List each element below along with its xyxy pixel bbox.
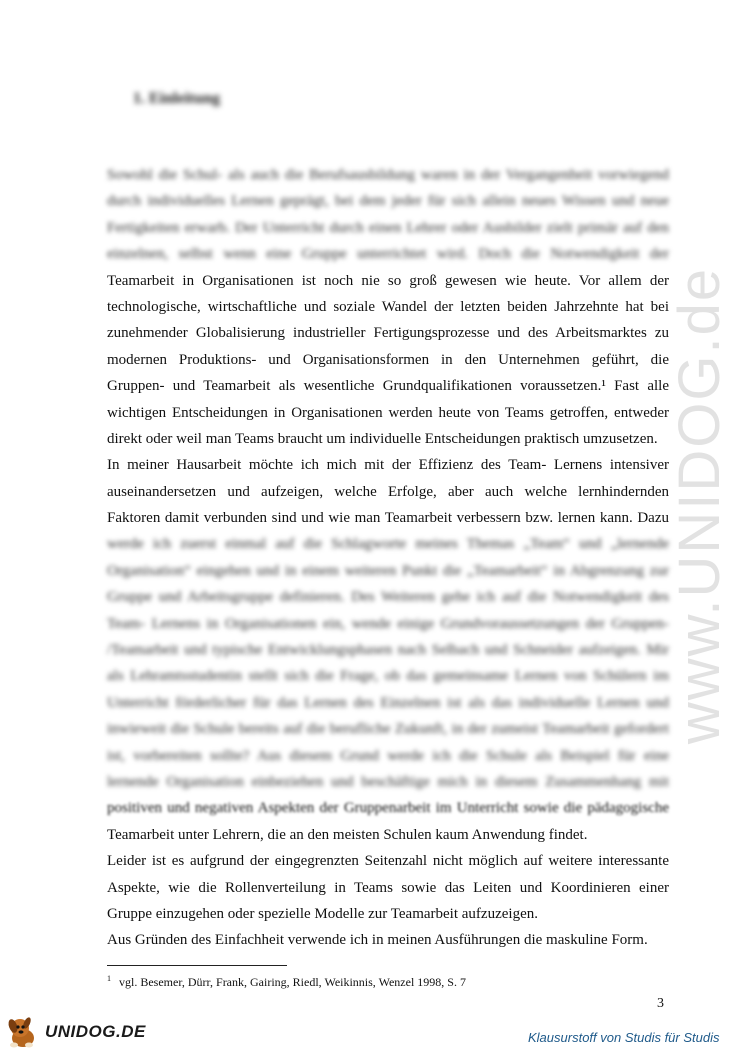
text-line: Aspekte, wie die Rollenverteilung in Teams sowie das Leiten und Koordinieren einer — [107, 879, 669, 896]
document-body — [107, 162, 669, 954]
text-line: Leider ist es aufgrund der eingegrenzten Seitenzahl nicht möglich auf weitere interessante — [107, 853, 669, 870]
text-line: Gruppe einzugehen oder spezielle Modelle zur Teamarbeit aufzuzeigen. — [107, 905, 538, 922]
text-line: Sowohl die Schul- als auch die Berufsausbildung waren in der Vergangenheit vorwiegend — [107, 167, 669, 183]
text-line: Team- Lernens in Organisationen ein, wende einige Grundvoraussetzungen der Gruppen- — [107, 615, 669, 632]
text-line: /Teamarbeit und typische Entwicklungsphasen nach Selbach und Schneider aufzeigen. Mir — [107, 642, 669, 659]
watermark-text: www.UNIDOG.de — [667, 266, 733, 744]
text-line: Faktoren damit verbunden sind und wie man Teamarbeit verbessern bzw. lernen kann. Dazu — [107, 510, 669, 527]
text-line: einzelnen, selbst wenn eine Gruppe unterrichtet wird. Doch die Notwendigkeit der — [107, 246, 669, 263]
footnote-marker: 1 — [107, 974, 111, 983]
text-line: ist, vorbereiten sollte? Aus diesem Grund werde ich die Schule als Beispiel für eine — [107, 747, 669, 764]
unidog-logo[interactable] — [5, 1012, 155, 1052]
text-line: In meiner Hausarbeit möchte ich mich mit der Effizienz des Team- Lernens intensiver — [107, 457, 669, 474]
text-line: Aus Gründen des Einfachheit verwende ich in meinen Ausführungen die maskuline Form. — [107, 932, 648, 949]
footnote-text: vgl. Besemer, Dürr, Frank, Gairing, Riedl, Weikinnis, Wenzel 1998, S. 7 — [119, 975, 466, 989]
text-line: Gruppen- und Teamarbeit als wesentliche Grundqualifikationen voraussetzen.¹ Fast alle — [107, 378, 669, 395]
dog-mascot-icon — [5, 1014, 41, 1050]
text-line: Teamarbeit unter Lehrern, die an den meisten Schulen kaum Anwendung findet. — [107, 826, 588, 843]
text-line: positiven und negativen Aspekten der Gruppenarbeit im Unterricht sowie die pädagogische — [107, 800, 669, 817]
text-line: inwieweit die Schule bereits auf die berufliche Zukunft, in der zumeist Teamarbeit gefordert — [107, 721, 669, 738]
text-line: als Lehramtsstudentin stellt sich die Frage, ob das gemeinsame Lernen von Schülern im — [107, 668, 669, 685]
text-line: lernende Organisation einbeziehen und beschäftige mich in diesem Zusammenhang mit — [107, 773, 669, 790]
logo-text: UNIDOG.DE — [45, 1022, 146, 1041]
text-line: Gruppe und Arbeitsgruppe definieren. Des Weiteren gehe ich auf die Notwendigkeit des — [107, 589, 669, 606]
page-number: 3 — [657, 996, 664, 1011]
text-line: durch individuelles Lernen geprägt, bei dem jeder für sich allein neues Wissen und neue — [107, 193, 669, 210]
footnote — [107, 974, 466, 990]
text-line: wichtigen Entscheidungen in Organisationen werden heute von Teams getroffen, entweder — [107, 404, 669, 421]
text-line: Fertigkeiten erwarb. Der Unterricht durch einen Lehrer oder Ausbilder zielt primär auf den — [107, 219, 669, 236]
paragraph-3 — [107, 848, 669, 927]
text-line: Teamarbeit in Organisationen ist noch nie so groß gewesen wie heute. Vor allem der — [107, 272, 669, 289]
text-line: modernen Produktions- und Organisationsformen in den Unternehmen geführt, die — [107, 351, 669, 368]
paragraph-1 — [107, 162, 669, 452]
text-line: Unterricht förderlicher für das Lernen des Einzelnen ist als das individuelle Lernen und — [107, 694, 669, 711]
slogan: Klausurstoff von Studis für Studis — [528, 1030, 720, 1045]
paragraph-2 — [107, 452, 669, 848]
footnote-divider — [107, 965, 287, 966]
text-line: werde ich zuerst einmal auf die Schlagworte meines Themas „Team“ und „lernende — [107, 536, 669, 553]
watermark — [665, 266, 735, 744]
text-line: auseinandersetzen und aufzeigen, welche Erfolge, aber auch welche lernhindernden — [107, 483, 669, 500]
text-line: Organisation“ eingehen und in einem weiteren Punkt die „Teamarbeit“ in Abgrenzung zur — [107, 562, 669, 579]
text-line: technologische, wirtschaftliche und soziale Wandel der letzten beiden Jahrzehnte hat bei — [107, 298, 669, 315]
paragraph-4 — [107, 927, 669, 953]
section-heading: 1. Einleitung — [133, 90, 221, 107]
text-line: zunehmender Globalisierung industrieller Fertigungsprozesse und des Arbeitsmarktes zu — [107, 325, 669, 342]
text-line: direkt oder weil man Teams braucht um individuelle Entscheidungen praktisch umzusetzen. — [107, 430, 658, 447]
